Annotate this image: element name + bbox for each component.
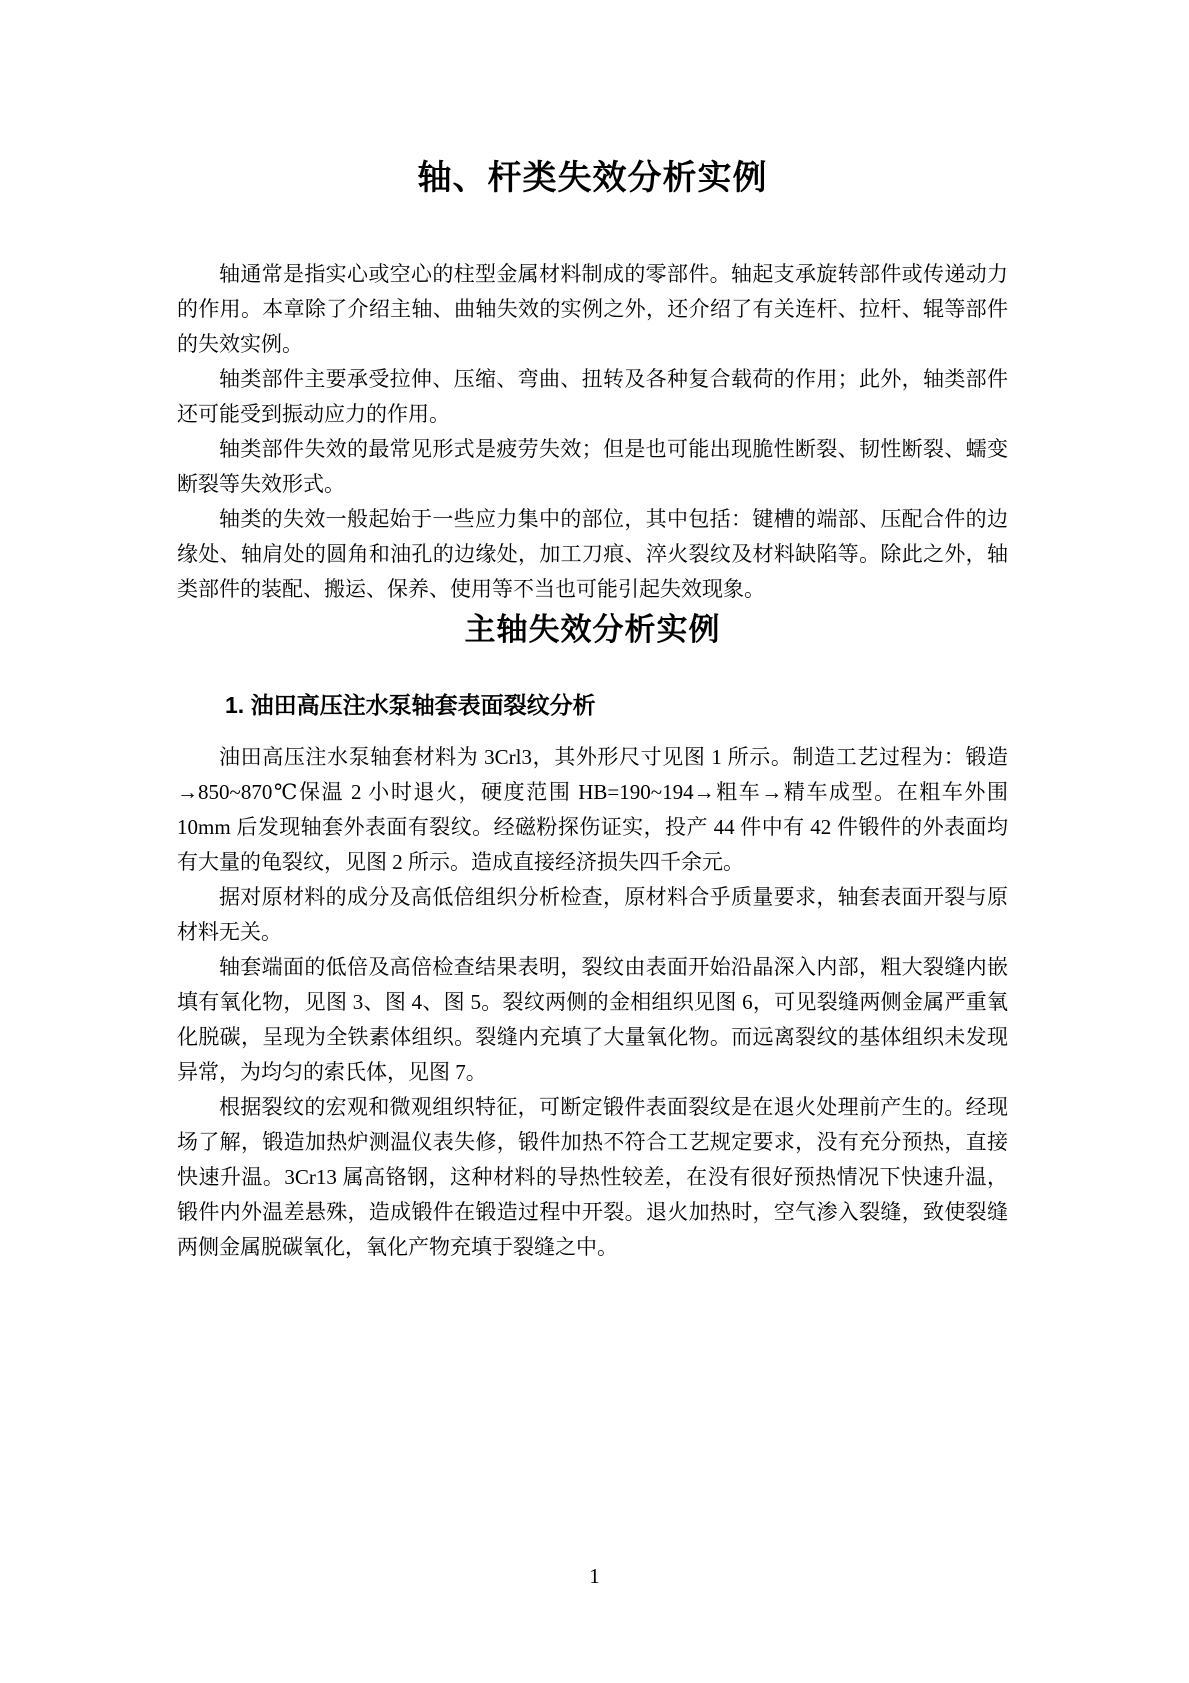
body-paragraph: 据对原材料的成分及高低倍组织分析检查，原材料合乎质量要求，轴套表面开裂与原材料无关。 [177, 885, 1008, 944]
intro-section [177, 257, 1008, 607]
intro-paragraph: 轴类的失效一般起始于一些应力集中的部位，其中包括：键槽的端部、压配合件的边缘处、轴肩处的圆角和油孔的边缘处，加工刀痕、淬火裂纹及材料缺陷等。除此之外，轴类部件的装配、搬运、保养、使用等不当也可能引起失效现象。 [177, 507, 1008, 601]
section-heading: 主轴失效分析实例 [464, 612, 721, 647]
body-paragraph: 根据裂纹的宏观和微观组织特征，可断定锻件表面裂纹是在退火处理前产生的。经现场了解，锻造加热炉测温仪表失修，锻件加热不符合工艺规定要求，没有充分预热，直接快速升温。3Cr13 属高铬钢，这种材料的导热性较差，在没有很好预热情况下快速升温，锻件内外温差悬殊，造成锻件在锻造过程中开裂。退火加热时，空气渗入裂缝，致使裂缝两侧金属脱碳氧化，氧化产物充填于裂缝之中。 [177, 1095, 1008, 1259]
intro-paragraph: 轴类部件失效的最常见形式是疲劳失效；但是也可能出现脆性断裂、韧性断裂、蠕变断裂等失效形式。 [177, 437, 1008, 496]
subsection-heading: 1. 油田高压注水泵轴套表面裂纹分析 [225, 692, 596, 718]
intro-paragraph: 轴类部件主要承受拉伸、压缩、弯曲、扭转及各种复合载荷的作用；此外，轴类部件还可能受到振动应力的作用。 [177, 367, 1008, 426]
document-title: 轴、杆类失效分析实例 [417, 159, 768, 197]
body-paragraph: 轴套端面的低倍及高倍检查结果表明，裂纹由表面开始沿晶深入内部，粗大裂缝内嵌填有氧化物，见图 3、图 4、图 5。裂纹两侧的金相组织见图 6，可见裂缝两侧金属严重氧化脱碳，呈现为全铁素体组织。裂缝内充填了大量氧化物。而远离裂纹的基体组织未发现异常，为均匀的索氏体，见图 7。 [177, 955, 1008, 1084]
intro-paragraph: 轴通常是指实心或空心的柱型金属材料制成的零部件。轴起支承旋转部件或传递动力的作用。本章除了介绍主轴、曲轴失效的实例之外，还介绍了有关连杆、拉杆、辊等部件的失效实例。 [177, 262, 1008, 356]
body-paragraph: 油田高压注水泵轴套材料为 3Crl3，其外形尺寸见图 1 所示。制造工艺过程为：锻造→850~870℃保温 2 小时退火，硬度范围 HB=190~194→粗车→精车成型。在粗车外围 10mm 后发现轴套外表面有裂纹。经磁粉探伤证实，投产 44 件中有 42 件锻件的外表面均有大量的龟裂纹，见图 2 所示。造成直接经济损失四千余元。 [177, 745, 1008, 874]
page-number: 1 [589, 1564, 600, 1588]
section-body [177, 740, 1008, 1265]
